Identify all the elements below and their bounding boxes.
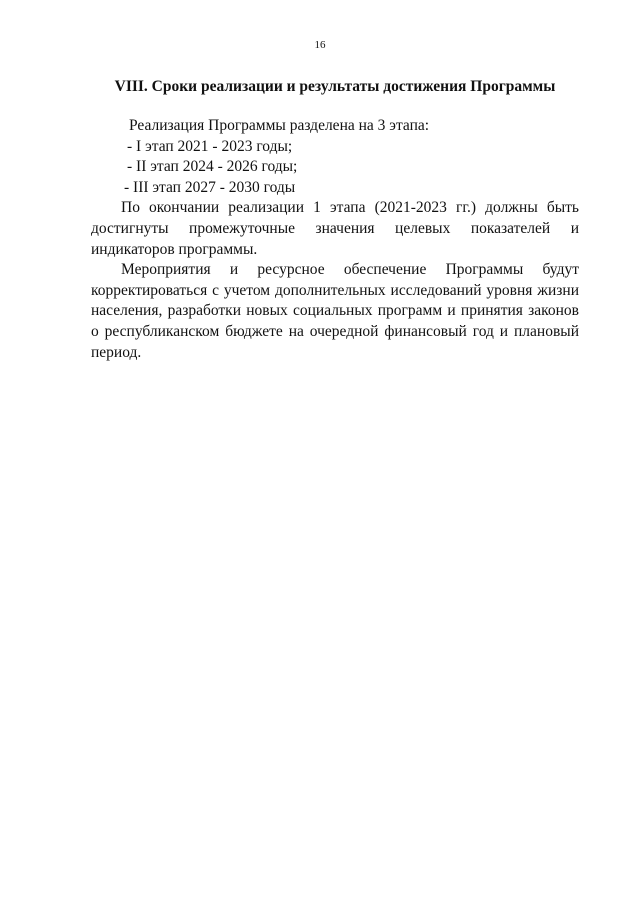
stage-item-1: - I этап 2021 - 2023 годы; xyxy=(127,137,293,155)
paragraph-program-adjustment: Мероприятия и ресурсное обеспечение Программы будут корректироваться с учетом дополнительных исследований уровня жизни населения, разработки новых социальных программ и принятия законов о республиканском бюджете на очередной финансовый год и плановый период. xyxy=(91,261,579,361)
section-body xyxy=(91,116,579,363)
stage-item-2: - II этап 2024 - 2026 годы; xyxy=(127,158,298,176)
page-number: 16 xyxy=(314,39,326,51)
stages-intro: Реализация Программы разделена на 3 этапа: xyxy=(129,117,430,134)
stage-item-3: - III этап 2027 - 2030 годы xyxy=(124,178,296,196)
section-title: VIII. Сроки реализации и результаты достижения Программы xyxy=(114,78,556,95)
paragraph-stage-results: По окончании реализации 1 этапа (2021-2023 гг.) должны быть достигнуты промежуточные значения целевых показателей и индикаторов программы. xyxy=(91,199,579,258)
